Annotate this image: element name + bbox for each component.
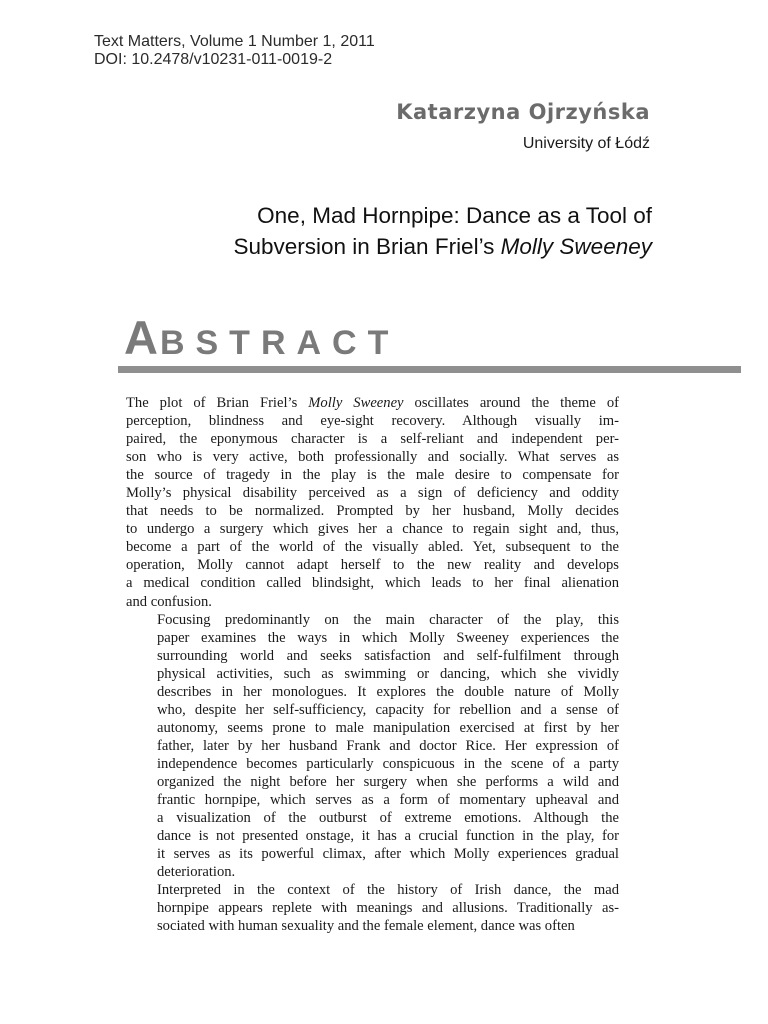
abstract-paragraph-1 [126,394,619,611]
abstract-paragraph-2 [126,611,619,882]
title-line-2 [52,231,652,262]
abstract-line: organized the night before her surgery when she performs a wild and [157,773,619,790]
author-affiliation: University of Łódź [522,135,650,152]
abstract-line: it serves as its powerful climax, after which Molly experiences gradual [157,846,619,863]
abstract-line: Focusing predominantly on the main character of the play, this [157,611,619,628]
abstract-line: The plot of Brian Friel’s Molly Sweeney oscillates around the theme of [126,395,619,411]
abstract-line: perception, blindness and eye-sight recovery. Although visually im- [126,413,619,430]
journal-doi: DOI: 10.2478/v10231-011-0019-2 [94,51,333,68]
abstract-line: physical activities, such as swimming or dancing, which she vividly [157,665,619,682]
abstract-paragraph-3 [126,881,619,935]
abstract-line: operation, Molly cannot adapt herself to the new reality and develops [126,557,619,574]
abstract-line: hornpipe appears replete with meanings and allusions. Traditionally as- [157,900,619,917]
abstract-line: deterioration. [157,864,236,881]
title-line-1: One, Mad Hornpipe: Dance as a Tool of [257,203,652,228]
abstract-line: the source of tragedy in the play is the male desire to compensate for [126,467,619,484]
abstract-divider [118,366,741,373]
abstract-line: a visualization of the outburst of extreme emotions. Although the [157,810,619,827]
abstract-line: paper examines the ways in which Molly Sweeney experiences the [157,629,619,646]
abstract-line: father, later by her husband Frank and doctor Rice. Her expression of [157,737,619,754]
abstract-body [126,394,619,935]
abstract-line: to undergo a surgery which gives her a chance to regain sight and, thus, [126,521,619,538]
abstract-heading [124,310,399,365]
abstract-line: dance is not presented onstage, it has a crucial function in the play, for [157,828,619,845]
abstract-line: Molly’s physical disability perceived as a sign of deficiency and oddity [126,485,619,502]
abstract-line: autonomy, seems prone to male manipulation exercised at first by her [157,719,619,736]
abstract-line: son who is very active, both professionally and socially. What serves as [126,449,619,466]
title-line-2-prefix: Subversion in Brian Friel’s [233,234,501,259]
abstract-line: independence becomes particularly conspicuous in the scene of a party [157,755,619,772]
title-play-name: Molly Sweeney [500,234,652,259]
author-name: Katarzyna Ojrzyńska [396,100,650,124]
abstract-heading-rest: BSTRACT [159,324,400,362]
journal-header [94,33,375,69]
abstract-line: a medical condition called blindsight, which leads to her final alienation [126,575,619,592]
abstract-line: Interpreted in the context of the history of Irish dance, the mad [157,882,619,899]
abstract-line: that needs to be normalized. Prompted by her husband, Molly decides [126,503,619,520]
journal-volume: Text Matters, Volume 1 Number 1, 2011 [94,33,375,50]
abstract-line: frantic hornpipe, which serves as a form of momentary upheaval and [157,792,619,809]
abstract-line: sociated with human sexuality and the female element, dance was often [157,918,575,935]
abstract-line: and confusion. [126,593,212,610]
abstract-heading-initial: A [124,311,160,364]
abstract-line: describes in her monologues. It explores the double nature of Molly [157,683,619,700]
abstract-line: paired, the eponymous character is a self-reliant and independent per- [126,431,619,448]
abstract-line: become a part of the world of the visually abled. Yet, subsequent to the [126,539,619,556]
abstract-line: surrounding world and seeks satisfaction and self-fulfilment through [157,647,619,664]
abstract-line: who, despite her self-sufficiency, capacity for rebellion and a sense of [157,701,619,718]
article-title [52,200,652,262]
